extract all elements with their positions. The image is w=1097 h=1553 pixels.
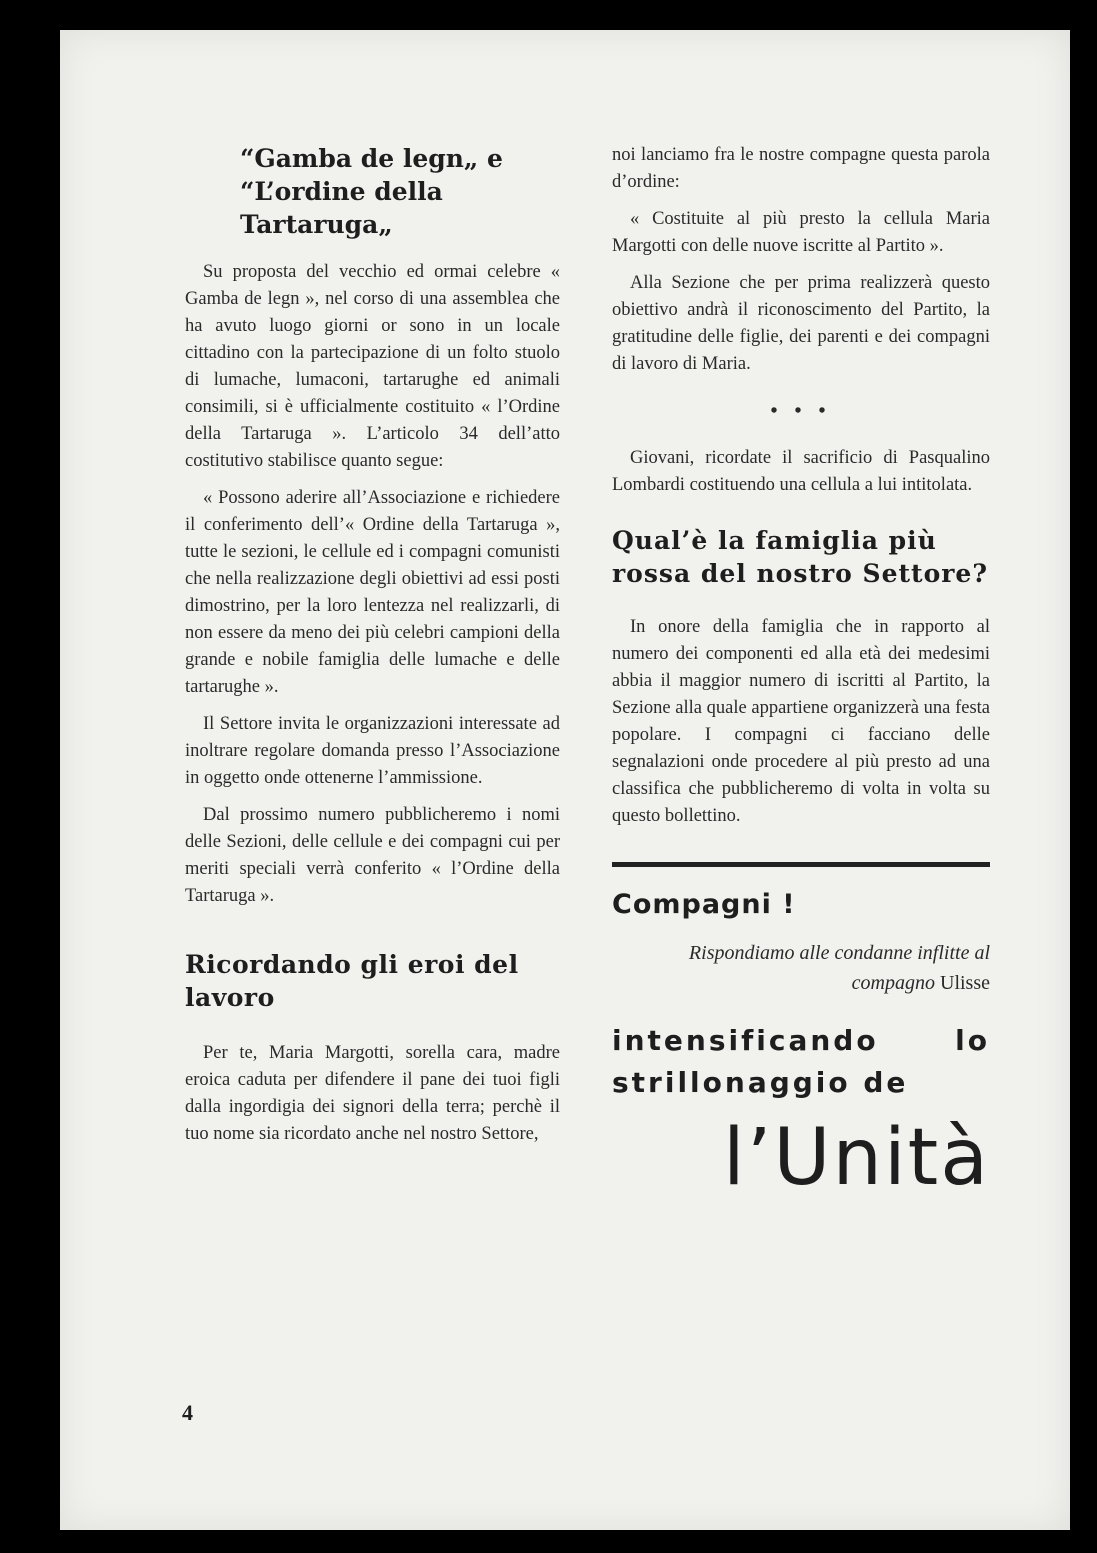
italic-callout-name: Ulisse	[940, 972, 990, 994]
article-paragraph: Il Settore invita le organizzazioni interessate ad inoltrare regolare domanda presso l’Associazione in oggetto onde ottenerne l’ammissione.	[185, 714, 560, 788]
unita-masthead: l’Unità	[722, 1113, 990, 1203]
article-paragraph: Per te, Maria Margotti, sorella cara, madre eroica caduta per difendere il pane dei tuoi figli dalla ingordigia dei signori della terra; perchè il tuo nome sia ricordato anche nel nostro Settore,	[185, 1043, 560, 1144]
italic-callout-text: Rispondiamo alle condanne inflitte al compagno	[688, 942, 990, 994]
strillonaggio-slogan: intensificando lo strillonaggio de	[612, 1024, 990, 1099]
article-paragraph: Dal prossimo numero pubblicheremo i nomi delle Sezioni, delle cellule e dei compagni cui per meriti speciali verrà conferito « l’Ordine della Tartaruga ».	[185, 805, 560, 906]
compagni-heading: Compagni !	[612, 889, 796, 920]
article-paragraph: « Possono aderire all’Associazione e richiedere il conferimento dell’« Ordine della Tartaruga », tutte le sezioni, le cellule ed i compagni comunisti che nella realizzazione degli obiettivi ad essi posti dimostrino, per la loro lentezza nel realizzarli, di non essere da meno dei più celebri campioni della grande e nobile famiglia delle lumache e delle tartarughe ».	[185, 488, 560, 697]
article-title-gamba: “Gamba de legn„ e “L’ordine della Tartaruga„	[240, 144, 503, 239]
italic-callout	[612, 938, 990, 998]
right-column	[612, 142, 990, 1203]
article-paragraph: Giovani, ricordate il sacrificio di Pasqualino Lombardi costituendo una cellula a lui intitolata.	[612, 448, 990, 495]
horizontal-rule	[612, 862, 990, 867]
article-title-famiglia: Qual’è la famiglia più rossa del nostro Settore?	[612, 526, 988, 588]
article-paragraph: « Costituite al più presto la cellula Maria Margotti con delle nuove iscritte al Partito ».	[612, 209, 990, 256]
article-paragraph: noi lanciamo fra le nostre compagne questa parola d’ordine:	[612, 145, 990, 192]
section-separator: • • •	[770, 400, 832, 422]
article-paragraph: In onore della famiglia che in rapporto al numero dei componenti ed alla età dei medesimi abbia il maggior numero di iscritti al Partito, la Sezione alla quale appartiene organizzerà una festa popolare. I compagni ci facciano delle segnalazioni onde procedere al più presto ad una classifica che pubblicheremo di volta in volta su questo bollettino.	[612, 617, 990, 826]
article-paragraph: Alla Sezione che per prima realizzerà questo obiettivo andrà il riconoscimento del Partito, la gratitudine delle figlie, dei parenti e dei compagni di lavoro di Maria.	[612, 273, 990, 374]
newsletter-page	[60, 30, 1070, 1530]
left-column	[185, 142, 560, 1158]
article-paragraph: Su proposta del vecchio ed ormai celebre « Gamba de legn », nel corso di una assemblea che ha avuto luogo giorni or sono in un locale cittadino con la partecipazione di un folto stuolo di lumache, lumaconi, tartarughe ed animali consimili, si è ufficialmente costituito « l’Ordine della Tartaruga ». L’articolo 34 dell’atto costitutivo stabilisce quanto segue:	[185, 262, 560, 471]
article-title-eroi: Ricordando gli eroi del lavoro	[185, 950, 519, 1012]
page-number: 4	[182, 1400, 193, 1425]
